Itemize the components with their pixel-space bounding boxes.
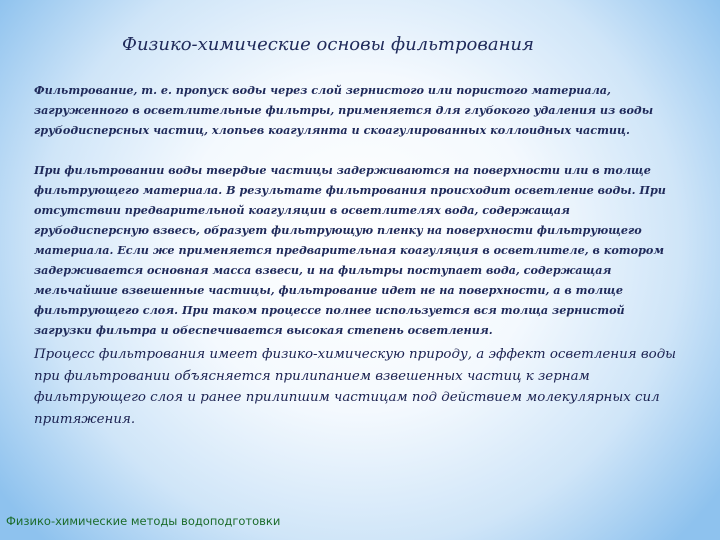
slide-title: Физико-химические основы фильтрования	[122, 34, 534, 55]
paragraph-physicochemical-nature: Процесс фильтрования имеет физико-химическую природу, а эффект осветления воды при фильтровании объясняется прилипанием взвешенных частиц к зернам фильтрующего слоя и ранее прилипшим частицам под действием молекулярных сил притяжения.	[34, 347, 677, 427]
paragraph-filtration-process: При фильтровании воды твердые частицы задерживаются на поверхности или в толще фильтрующего материала. В результате фильтрования происходит осветление воды. При отсутствии предварительной коагуляции в осветлителях вода, содержащая грубодисперсную взвесь, образует фильтрующую пленку на поверхности фильтрующего материала. Если же применяется предварительная коагуляция в осветлителе, в котором задерживается основная масса взвеси, и на фильтры поступает вода, содержащая мельчайшие взвешенные частицы, фильтрование идет не на поверхности, а в толще фильтрующего слоя. При таком процессе полнее используется вся толща зернистой загрузки фильтра и обеспечивается высокая степень осветления.	[34, 163, 666, 337]
paragraph-filtration-definition: Фильтрование, т. е. пропуск воды через слой зернистого или пористого материала, загруженного в осветлительные фильтры, применяется для глубокого удаления из воды грубодисперсных частиц, хлопьев коагулянта и скоагулированных коллоидных частиц.	[34, 83, 654, 137]
footer-caption: Физико-химические методы водоподготовки	[6, 514, 281, 528]
